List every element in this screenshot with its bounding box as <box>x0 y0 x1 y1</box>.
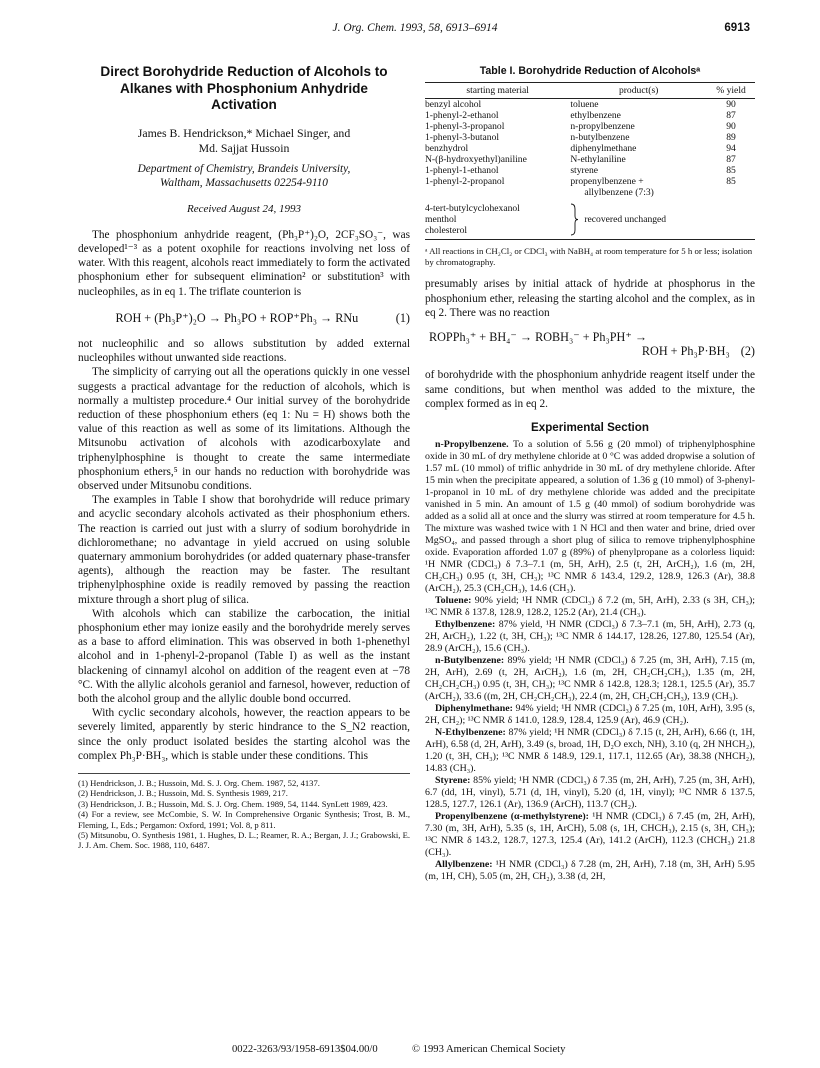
table-cell-unchanged-materials <box>425 198 570 240</box>
experimental-paragraph <box>425 619 755 655</box>
equation-2-line-2-wrap <box>425 344 755 358</box>
right-column <box>425 64 755 883</box>
table-cell: 87 <box>726 154 736 166</box>
experimental-paragraph <box>425 811 755 859</box>
experimental-paragraph <box>425 775 755 811</box>
table-cell: 1-phenyl-3-propanol <box>425 121 505 133</box>
issn-code: 0022-3263/93/1958-6913$04.00/0 <box>232 1044 378 1055</box>
table-cell: styrene <box>570 165 599 177</box>
compound-name: Styrene: <box>435 775 471 787</box>
table-cell: 89 <box>726 132 736 144</box>
table-row <box>425 187 755 198</box>
table-cell: propenylbenzene + <box>570 176 644 188</box>
experimental-text: 89% yield; ¹H NMR (CDCl₃) δ 7.25 (m, 3H, ArH), 7.15 (m, 2H, ArH), 2.69 (t, 2H, ArCH₂), 1.6 (m, 2H, CH₂CH₂CH₃), 1.35 (m, 2H, CH₂CH₂CH₃) 0.95 (t, 3H, CH₃); ¹³C NMR δ 142.8, 128.3; 128.1, 125.5 (Ar), 35.7 (ArCH₂), 33.6 ((m, 2H, CH₂CH₂CH₃), 22.4 (m, 2H, CH₂CH₂CH₃), 13.9 (CH₃). <box>425 655 755 703</box>
table-cell: 1-phenyl-2-ethanol <box>425 110 499 122</box>
body-paragraph-6: With cyclic secondary alcohols, however, the reaction appears to be severely limited, apparently by steric hindrance to the S_N2 reaction, since the only product isolated besides the starting alcohol was the complex Ph₃P·BH₃, which is stable under these conditions. This <box>78 707 410 762</box>
compound-name: Toluene: <box>435 595 472 607</box>
table-cell <box>707 198 755 240</box>
unchanged-material: 4-tert-butylcyclohexanol <box>425 203 520 215</box>
table-cell: 90 <box>726 99 736 111</box>
table-row <box>425 176 755 187</box>
footnote-4: (4) For a review, see McCombie, S. W. In Comprehensive Organic Synthesis; Trost, B. M., Fleming, I., Eds.; Pergamon: Oxford, 1991; Vol. 8, p 811. <box>78 809 410 830</box>
unchanged-material: cholesterol <box>425 225 468 237</box>
table-cell: 90 <box>726 121 736 133</box>
table-row <box>425 143 755 154</box>
experimental-paragraph <box>425 727 755 775</box>
table-cell: n-propylbenzene <box>570 121 635 133</box>
equation-2-line-2: ROH + Ph₃P·BH₃ <box>641 344 730 359</box>
table-row <box>425 154 755 165</box>
table-cell: 85 <box>726 176 736 188</box>
table-cell: benzyl alcohol <box>425 99 482 111</box>
experimental-paragraph <box>425 703 755 727</box>
table-cell: N-ethylaniline <box>570 154 626 166</box>
footnotes <box>78 773 410 851</box>
authors <box>78 126 410 156</box>
equation-2 <box>425 330 755 358</box>
table-cell: 1-phenyl-3-butanol <box>425 132 500 144</box>
table-header-products: product(s) <box>570 83 707 99</box>
experimental-paragraph <box>425 439 755 595</box>
table-cell: ethylbenzene <box>570 110 621 122</box>
table-row <box>425 165 755 176</box>
table-cell <box>425 187 570 198</box>
compound-name: n-Butylbenzene: <box>435 655 505 667</box>
table-footnote: ᵃ All reactions in CH₂Cl₂ or CDCl₃ with NaBH₄ at room temperature for 5 h or less; isolation by chromatography. <box>425 246 753 267</box>
experimental-paragraph <box>425 595 755 619</box>
affiliation <box>78 162 410 190</box>
compound-name: Propenylbenzene (α-methylstyrene): <box>435 811 589 823</box>
equation-2-number: (2) <box>740 344 755 359</box>
footnote-5: (5) Mitsunobu, O. Synthesis 1981, 1. Hughes, D. L.; Reamer, R. A.; Bergan, J. J.; Grabowski, E. J. J. Am. Chem. Soc. 1988, 110, 6487. <box>78 830 410 851</box>
brace-group <box>570 203 707 236</box>
table-cell: 85 <box>726 165 736 177</box>
authors-line-1: James B. Hendrickson,* Michael Singer, and <box>137 125 351 140</box>
table-row-unchanged <box>425 198 755 240</box>
compound-name: n-Propylbenzene. <box>435 439 509 451</box>
page-number: 6913 <box>724 22 750 34</box>
journal-citation: J. Org. Chem. 1993, 58, 6913–6914 <box>332 22 498 34</box>
compound-name: Allylbenzene: <box>435 859 493 871</box>
table-header-row <box>425 83 755 99</box>
equation-1-number: (1) <box>395 310 410 325</box>
experimental-text: 87% yield, ¹H NMR (CDCl₃) δ 7.3–7.1 (m, 5H, ArH), 2.73 (q, 2H, ArCH₂), 1.22 (t, 3H, CH₃); ¹³C NMR δ 144.17, 128.26, 127.80, 125.54 (Ar), 28.9 (ArCH₂), 15.6 (CH₃). <box>425 619 755 655</box>
footnote-1: (1) Hendrickson, J. B.; Hussoin, Md. S. J. Org. Chem. 1987, 52, 4137. <box>78 778 320 789</box>
table-row <box>425 99 755 111</box>
table-row <box>425 132 755 143</box>
footnote-3: (3) Hendrickson, J. B.; Hussoin, Md. S. J. Org. Chem. 1989, 54, 1144. SynLett 1989, 423. <box>78 798 388 809</box>
section-heading: Experimental Section <box>531 421 649 435</box>
compound-name: Ethylbenzene: <box>435 619 496 631</box>
experimental-section <box>425 439 755 883</box>
right-paragraph-1: presumably arises by initial attack of hydride at phosphorus in the phosphonium ether, releasing the starting alcohol and the complex, as in eq 2. There was no reaction <box>425 278 755 319</box>
body-paragraph-5: With alcohols which can stabilize the carbocation, the initial phosphonium ether may ionize easily and the borohydride merely serves as a base to afford elimination. This was observed in both 1-phenethyl alcohol and in 1-phenyl-2-propanol (Table I) as well as the instant blackening of cinnamyl alcohol on addition of the reagent even at −78 °C. With the allylic alcohols geraniol and farnesol, however, reduction of both the alcohol group and the allylic double bond occurred. <box>78 607 410 705</box>
table-cell: 1-phenyl-1-ethanol <box>425 165 499 177</box>
unchanged-material: menthol <box>425 214 457 226</box>
experimental-text: 87% yield; ¹H NMR (CDCl₃) δ 7.15 (t, 2H, ArH), 6.66 (t, 1H, ArH), 6.58 (d, 2H, ArH), 3.49 (s, broad, 1H, D₂O exch, NH), 3.10 (q, 2H NHCH₂), 1.20 (t, 3H, CH₃); ¹³C NMR δ 148.9, 129.1, 117.1, 112.65 (Ar), 38.38 (NHCH₂), 14.83 (CH₃). <box>425 727 755 775</box>
table-cell: diphenylmethane <box>570 143 637 155</box>
article-title: Direct Borohydride Reduction of Alcohols to Alkanes with Phosphonium Anhydride Activation <box>100 64 388 112</box>
received-date: Received August 24, 1993 <box>186 202 302 215</box>
table-cell-unchanged-result <box>570 198 707 240</box>
equation-1 <box>78 311 410 325</box>
table-cell: 94 <box>726 143 736 155</box>
experimental-text: 90% yield; ¹H NMR (CDCl₃) δ 7.2 (m, 5H, ArH), 2.33 (s 3H, CH₃); ¹³C NMR δ 137.8, 128.9, 128.2, 125.2 (Ar), 21.4 (CH₃). <box>425 595 755 619</box>
running-head <box>80 22 750 38</box>
table-cell: toluene <box>570 99 599 111</box>
experimental-paragraph <box>425 655 755 703</box>
table-cell: allylbenzene (7:3) <box>584 187 654 199</box>
table-cell <box>707 187 755 198</box>
table-title: Table I. Borohydride Reduction of Alcoholsᵃ <box>479 65 701 77</box>
table-cell: n-butylbenzene <box>570 132 630 144</box>
table-header-starting-material: starting material <box>425 83 570 99</box>
table-cell: 87 <box>726 110 736 122</box>
affiliation-line-2: Waltham, Massachusetts 02254-9110 <box>160 176 328 189</box>
experimental-paragraph <box>425 859 755 883</box>
copyright: © 1993 American Chemical Society <box>412 1044 566 1055</box>
brace-icon <box>570 203 578 236</box>
compound-name: N-Ethylbenzene: <box>435 727 506 739</box>
equation-2-line-1: ROPPh₃⁺ + BH₄⁻ → ROBH₃⁻ + Ph₃PH⁺ → <box>429 330 648 344</box>
table-cell: benzhydrol <box>425 143 469 155</box>
body-paragraph-2: not nucleophilic and so allows substitution by added external nucleophiles without unwanted side reactions. <box>78 337 410 365</box>
table-cell: 1-phenyl-2-propanol <box>425 176 505 188</box>
authors-line-2: Md. Sajjat Hussoin <box>198 140 290 155</box>
affiliation-line-1: Department of Chemistry, Brandeis University, <box>137 162 351 175</box>
experimental-text: 85% yield; ¹H NMR (CDCl₃) δ 7.35 (m, 2H, ArH), 7.25 (m, 3H, ArH), 6.7 (dd, 1H, vinyl), 5.71 (d, 1H, vinyl), 5.20 (d, 1H, vinyl); ¹³C NMR δ 137.5, 128.5, 127.7, 126.1 (Ar), 136.9 (ArCH), 113.7 (CH₂). <box>425 775 755 811</box>
experimental-text: ¹H NMR (CDCl₃) δ 7.45 (m, 2H, ArH), 7.30 (m, 3H, ArH), 5.35 (s, 1H, ArCH), 5.08 (s, 1H, CHCH₃), 2.15 (s, 3H, CH₃); ¹³C NMR δ 143.2, 128.7, 127.3, 125.4 (Ar), 141.2 (ArCH), 112.3 (CHCH₃) 21.8 (CH₃). <box>425 811 755 859</box>
table-cell: N-(β-hydroxyethyl)aniline <box>425 154 527 166</box>
body-paragraph-4: The examples in Table I show that borohydride will reduce primary and acyclic secondary alcohols activated as their phosphonium ethers. The reaction is carried out just with a slurry of sodium borohydride in dichloromethane; no advantage in yield accrued on using soluble quaternary ammonium borohydrides (or added quaternary phase-transfer agents), although the reaction may be faster. The resultant triphenylphosphine oxide is readily removed by passing the reaction mixture through a short plug of silica. <box>78 494 410 606</box>
unchanged-result: recovered unchanged <box>584 214 667 226</box>
table-row <box>425 121 755 132</box>
experimental-text: ¹H NMR (CDCl₃) δ 7.28 (m, 2H, ArH), 7.18 (m, 3H, ArH) 5.95 (m, 1H, CH), 5.05 (m, 2H, CH₂), 3.38 (d, 2H, <box>425 859 755 883</box>
body-paragraph-3: The simplicity of carrying out all the operations quickly in one vessel suggests a practical advantage for the reduction of alcohols, which is normally a multistep procedure.⁴ Our initial survey of the borohydride reduction of these phosphonium ethers (eq 1: Nu = H) shows both the value of this reaction as well as some of its limitations. Although the Mitsunobu activation of alcohols with azodicarboxylate and triphenylphosphine is thought to create the same intermediate phosphonium ethers,⁵ in our hands no reduction with borohydride was observed under Mitsunobu conditions. <box>78 366 410 492</box>
right-paragraph-2: of borohydride with the phosphonium anhydride reagent itself under the same conditions, but when menthol was added to the mixture, the complex formed as in eq 2. <box>425 369 755 410</box>
results-table <box>425 82 755 240</box>
body-paragraph-1: The phosphonium anhydride reagent, (Ph₃P⁺)₂O, 2CF₃SO₃⁻, was developed¹⁻³ as a potent oxophile for reactions involving net loss of water. With this reagent, alcohols react immediately to form the activated phosphonium ether for subsequent elimination² or substitution³ with nucleophiles, as in eq 1. The triflate counterion is <box>78 228 410 298</box>
table-header-yield: % yield <box>707 83 755 99</box>
compound-name: Diphenylmethane: <box>435 703 513 715</box>
left-column <box>78 64 410 851</box>
equation-1-text: ROH + (Ph₃P⁺)₂O → Ph₃PO + ROP⁺Ph₃ → RNu <box>115 310 359 325</box>
footnote-2: (2) Hendrickson, J. B.; Hussoin, Md. S. Synthesis 1989, 217. <box>78 788 288 799</box>
table-row <box>425 110 755 121</box>
experimental-text: To a solution of 5.56 g (20 mmol) of triphenylphosphine oxide in 30 mL of dry methylene chloride at 0 °C was added dropwise a solution of 1.57 mL (10 mmol) of triflic anhydride in 30 mL of dry methylene chloride. After 15 min when the precipitate appeared, a solution of 1.36 g (10 mmol) of 3-phenyl-1-propanol in 10 mL of dry methylene chloride was added and the precipitate vanished in 5 min. An amount of 1.5 g (40 mmol) of sodium borohydride was added as a solid all at once and the slurry was stirred at room temperature for 4.5 h. The mixture was washed twice with 1 N HCl and then water and brine, dried over MgSO₄, and passed through a short plug of silica to remove triphenylphosphine oxide. Evaporation afforded 1.07 g (89%) of phenylpropane as a colorless liquid: ¹H NMR (CDCl₃) δ 7.3–7.1 (m, 5H, ArH), 2.5 (t, 2H, ArCH₂), 1.6 (m, 2H, CH₂CH₃) 0.95 (t, 3H, CH₃); ¹³C NMR δ 143.4, 129.2, 128.9, 126.3 (Ar), 38.8 (ArCH₂), 25.3 (CH₂CH₃), 14.6 (CH₃). <box>425 439 755 595</box>
experimental-text: 94% yield; ¹H NMR (CDCl₃) δ 7.25 (m, 10H, ArH), 3.95 (s, 2H, CH₂); ¹³C NMR δ 141.0, 128.9, 128.4, 125.9 (Ar), 46.9 (CH₂). <box>425 703 755 727</box>
